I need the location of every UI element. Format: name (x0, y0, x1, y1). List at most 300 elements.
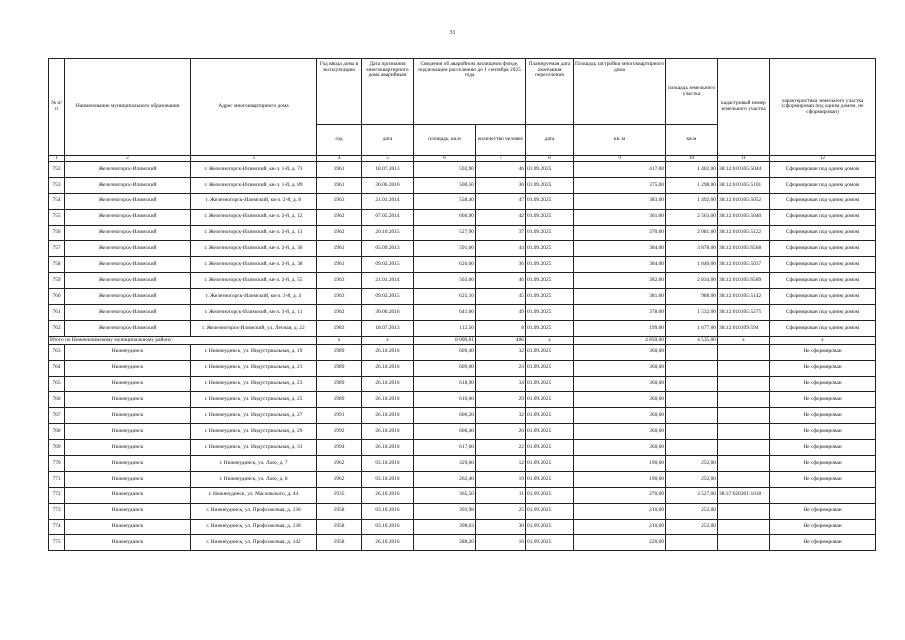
area: 527,90 (414, 225, 476, 241)
cadastral-number: 38:12:010105:6589 (718, 273, 770, 289)
municipality-name: Железногорск-Илимский (65, 193, 191, 209)
land-characteristic: Сформирован под одним домом (770, 289, 876, 305)
header-year: Год ввода дома в эксплуатацию (317, 59, 362, 125)
municipality-name: Железногорск-Илимский (65, 162, 191, 178)
table-row (49, 273, 876, 289)
column-number: 11 (718, 156, 770, 162)
municipality-name: Нижнеудинск (65, 376, 191, 392)
cadastral-number: 38:12:010105:5037 (718, 257, 770, 273)
year-built: 1963 (317, 273, 362, 289)
year-built: 1962 (317, 225, 362, 241)
built-area: 210,00 (574, 519, 666, 535)
people-count: 42 (476, 209, 526, 225)
year-built: 1958 (317, 535, 362, 551)
municipality-name: Нижнеудинск (65, 456, 191, 472)
land-area: 1 402,00 (666, 162, 718, 178)
cadastral-number (718, 519, 770, 535)
land-characteristic: Сформирован под одним домом (770, 177, 876, 193)
area: 625,10 (414, 289, 476, 305)
built-area: 360,00 (574, 392, 666, 408)
total-label: Итого по Нижнеилимскому муниципальному району (49, 336, 317, 344)
planned-date: 01.09.2025 (526, 440, 574, 456)
land-characteristic: Сформирован под одним домом (770, 193, 876, 209)
table-row (49, 225, 876, 241)
land-characteristic: Сформирован под одним домом (770, 225, 876, 241)
land-area: 252,00 (666, 471, 718, 487)
people-count: 49 (476, 305, 526, 321)
municipality-name: Нижнеудинск (65, 503, 191, 519)
table-row (49, 456, 876, 472)
municipality-name: Железногорск-Илимский (65, 257, 191, 273)
cadastral-number (718, 344, 770, 360)
total-land: 4 535,00 (666, 336, 718, 344)
municipality-name: Нижнеудинск (65, 424, 191, 440)
total-date: x (362, 336, 414, 344)
planned-date: 01.09.2025 (526, 535, 574, 551)
emergency-date: 26.10.2016 (362, 408, 414, 424)
land-characteristic: Сформирован под одним домом (770, 273, 876, 289)
land-characteristic: Сформирован под одним домом (770, 162, 876, 178)
address: г. Железногорск-Илимский, кв-л. 2-й, д. 36 (191, 241, 317, 257)
row-number: 761 (49, 305, 65, 321)
total-plan: x (526, 336, 574, 344)
built-area: 370,00 (574, 225, 666, 241)
land-area: 252,00 (666, 519, 718, 535)
row-number: 775 (49, 535, 65, 551)
year-built: 1961 (317, 257, 362, 273)
planned-date: 01.09.2025 (526, 487, 574, 503)
built-area: 360,00 (574, 360, 666, 376)
built-area: 361,00 (574, 209, 666, 225)
municipality-name: Нижнеудинск (65, 440, 191, 456)
land-area (666, 392, 718, 408)
area: 641,60 (414, 305, 476, 321)
planned-date: 01.09.2025 (526, 241, 574, 257)
municipality-name: Нижнеудинск (65, 471, 191, 487)
land-characteristic: Не сформирован (770, 471, 876, 487)
area: 591,60 (414, 241, 476, 257)
land-characteristic: Не сформирован (770, 519, 876, 535)
people-count: 34 (476, 376, 526, 392)
cadastral-number (718, 503, 770, 519)
emergency-date: 21.01.2014 (362, 273, 414, 289)
year-built: 1935 (317, 487, 362, 503)
area: 558,40 (414, 193, 476, 209)
table-row (49, 209, 876, 225)
cadastral-number: 38:12:010105:5142 (718, 289, 770, 305)
area: 398,63 (414, 519, 476, 535)
cadastral-number: 38:12:010105:5052 (718, 193, 770, 209)
people-count: 16 (476, 535, 526, 551)
address: г. Железногорск-Илимский, кв-л. 2-й, д. 8 (191, 193, 317, 209)
total-row (49, 336, 876, 344)
column-number: 1 (49, 156, 65, 162)
area: 112,50 (414, 320, 476, 336)
table-row (49, 162, 876, 178)
land-area (666, 424, 718, 440)
subheader-date2: дата (526, 125, 574, 156)
municipality-name: Железногорск-Илимский (65, 177, 191, 193)
total-char: x (770, 336, 876, 344)
land-area (666, 440, 718, 456)
municipality-name: Железногорск-Илимский (65, 225, 191, 241)
land-characteristic: Не сформирован (770, 376, 876, 392)
row-number: 752 (49, 162, 65, 178)
cadastral-number: 38:12:010105:5040 (718, 209, 770, 225)
built-area: 199,00 (574, 320, 666, 336)
municipality-name: Железногорск-Илимский (65, 305, 191, 321)
people-count: 46 (476, 273, 526, 289)
year-built: 1992 (317, 424, 362, 440)
area: 329,60 (414, 456, 476, 472)
emergency-date: 03.10.2016 (362, 471, 414, 487)
address: г. Нижнеудинск, ул. Индустриальная, д. 27 (191, 408, 317, 424)
subheader-area: площадь, кв.м (414, 125, 476, 156)
table-row (49, 193, 876, 209)
area: 365,50 (414, 487, 476, 503)
emergency-date: 03.10.2016 (362, 519, 414, 535)
address: г. Железногорск-Илимский, кв-л. 2-й, д. 38 (191, 257, 317, 273)
table-row (49, 519, 876, 535)
planned-date: 01.09.2025 (526, 392, 574, 408)
row-number: 769 (49, 440, 65, 456)
municipality-name: Нижнеудинск (65, 360, 191, 376)
row-number: 772 (49, 487, 65, 503)
built-area: 382,00 (574, 273, 666, 289)
people-count: 23 (476, 360, 526, 376)
header-num: № п/п (49, 59, 65, 156)
table-row (49, 535, 876, 551)
address: г. Нижнеудинск, ул. Индустриальная, д. 31 (191, 440, 317, 456)
header-fund-info: Сведения об аварийном жилищном фонде, подлежащем расселению до 1 сентября 2025 года (414, 59, 526, 125)
area: 262,40 (414, 471, 476, 487)
year-built: 1961 (317, 162, 362, 178)
row-number: 765 (49, 376, 65, 392)
planned-date: 01.09.2025 (526, 360, 574, 376)
emergency-date: 03.10.2016 (362, 503, 414, 519)
year-built: 1962 (317, 471, 362, 487)
header-cadastral: кадастровый номер земельного участка (718, 59, 770, 156)
header-emergency: Дата признания многоквартирного дома аварийным (362, 59, 414, 125)
table-row (49, 305, 876, 321)
emergency-date: 26.10.2016 (362, 360, 414, 376)
table-row (49, 177, 876, 193)
built-area: 360,00 (574, 408, 666, 424)
cadastral-number: 38:12:010105:5044 (718, 162, 770, 178)
cadastral-number (718, 360, 770, 376)
area: 609,40 (414, 344, 476, 360)
column-number: 2 (65, 156, 191, 162)
planned-date: 01.09.2025 (526, 162, 574, 178)
table-row (49, 440, 876, 456)
year-built: 1989 (317, 344, 362, 360)
land-area (666, 344, 718, 360)
built-area: 378,00 (574, 305, 666, 321)
table-row (49, 320, 876, 336)
area: 288,20 (414, 535, 476, 551)
land-area: 252,00 (666, 503, 718, 519)
column-number: 8 (526, 156, 574, 162)
built-area: 375,00 (574, 177, 666, 193)
table-row (49, 408, 876, 424)
cadastral-number (718, 376, 770, 392)
land-characteristic: Сформирован под одним домом (770, 241, 876, 257)
municipality-name: Железногорск-Илимский (65, 241, 191, 257)
emergency-date: 18.07.2013 (362, 320, 414, 336)
municipality-name: Нижнеудинск (65, 487, 191, 503)
address: г. Нижнеудинск, ул. Индустриальная, д. 19 (191, 344, 317, 360)
land-area: 3 527,00 (666, 487, 718, 503)
people-count: 36 (476, 257, 526, 273)
address: г. Нижнеудинск, ул. Индустриальная, д. 29 (191, 424, 317, 440)
table-row (49, 344, 876, 360)
table-row (49, 360, 876, 376)
emergency-date: 09.02.2015 (362, 257, 414, 273)
column-number: 7 (476, 156, 526, 162)
cadastral-number: 38:12:010105:5122 (718, 225, 770, 241)
housing-register-table (48, 58, 876, 551)
column-number: 10 (666, 156, 718, 162)
land-area: 988,00 (666, 289, 718, 305)
people-count: 29 (476, 392, 526, 408)
address: г. Нижнеудинск, ул. Лазо, д. 7 (191, 456, 317, 472)
year-built: 1962 (317, 305, 362, 321)
emergency-date: 26.10.2016 (362, 392, 414, 408)
address: г. Нижнеудинск, ул. Масловского, д. 44 (191, 487, 317, 503)
column-number: 9 (574, 156, 666, 162)
people-count: 32 (476, 344, 526, 360)
area: 609,00 (414, 360, 476, 376)
row-number: 774 (49, 519, 65, 535)
row-number: 754 (49, 193, 65, 209)
planned-date: 01.09.2025 (526, 289, 574, 305)
land-area: 3 878,00 (666, 241, 718, 257)
people-count: 8 (476, 320, 526, 336)
area: 626,60 (414, 257, 476, 273)
planned-date: 01.09.2025 (526, 408, 574, 424)
emergency-date: 26.10.2016 (362, 376, 414, 392)
emergency-date: 26.10.2016 (362, 344, 414, 360)
planned-date: 01.09.2025 (526, 257, 574, 273)
year-built: 1962 (317, 456, 362, 472)
emergency-date: 07.05.2014 (362, 209, 414, 225)
subheader-kvm2: кв.м (666, 125, 718, 156)
cadastral-number (718, 392, 770, 408)
address: г. Железногорск-Илимский, кв-л. 3-й, д. 11 (191, 305, 317, 321)
built-area: 384,00 (574, 241, 666, 257)
built-area: 360,00 (574, 440, 666, 456)
land-characteristic (770, 487, 876, 503)
land-area: 252,00 (666, 456, 718, 472)
people-count: 19 (476, 471, 526, 487)
planned-date: 01.09.2025 (526, 519, 574, 535)
municipality-name: Нижнеудинск (65, 344, 191, 360)
planned-date: 01.09.2025 (526, 424, 574, 440)
cadastral-number (718, 456, 770, 472)
municipality-name: Нижнеудинск (65, 408, 191, 424)
planned-date: 01.09.2025 (526, 503, 574, 519)
planned-date: 01.09.2025 (526, 209, 574, 225)
planned-date: 01.09.2025 (526, 305, 574, 321)
header-name: Наименование муниципального образования (65, 59, 191, 156)
total-year: x (317, 336, 362, 344)
cadastral-number (718, 408, 770, 424)
cadastral-number (718, 424, 770, 440)
emergency-date: 21.01.2014 (362, 193, 414, 209)
people-count: 12 (476, 456, 526, 472)
land-area: 2 563,00 (666, 209, 718, 225)
people-count: 22 (476, 440, 526, 456)
area: 563,00 (414, 273, 476, 289)
row-number: 771 (49, 471, 65, 487)
people-count: 47 (476, 193, 526, 209)
built-area: 384,00 (574, 257, 666, 273)
total-cad: x (718, 336, 770, 344)
emergency-date: 30.06.2016 (362, 177, 414, 193)
row-number: 773 (49, 503, 65, 519)
built-area: 383,00 (574, 193, 666, 209)
emergency-date: 26.10.2016 (362, 424, 414, 440)
emergency-date: 03.10.2016 (362, 456, 414, 472)
year-built: 1961 (317, 241, 362, 257)
planned-date: 01.09.2025 (526, 225, 574, 241)
planned-date: 01.09.2025 (526, 193, 574, 209)
area: 606,20 (414, 408, 476, 424)
year-built: 1989 (317, 392, 362, 408)
planned-date: 01.09.2025 (526, 320, 574, 336)
area: 610,00 (414, 392, 476, 408)
cadastral-number (718, 440, 770, 456)
area: 660,90 (414, 209, 476, 225)
emergency-date: 26.10.2016 (362, 440, 414, 456)
header-land-char: характеристика земельного участка (сформирован под одним домом, не сформирован) (770, 59, 876, 156)
area: 393,98 (414, 503, 476, 519)
row-number: 758 (49, 257, 65, 273)
column-number: 3 (191, 156, 317, 162)
people-count: 32 (476, 408, 526, 424)
built-area: 190,00 (574, 456, 666, 472)
land-characteristic: Не сформирован (770, 408, 876, 424)
land-characteristic: Не сформирован (770, 535, 876, 551)
subheader-year: год (317, 125, 362, 156)
land-characteristic: Не сформирован (770, 360, 876, 376)
address: г. Железногорск-Илимский, кв-л. 2-й, д. 13 (191, 225, 317, 241)
area: 618,90 (414, 376, 476, 392)
row-number: 766 (49, 392, 65, 408)
subheader-kvm: кв. м (574, 125, 666, 156)
land-area (666, 360, 718, 376)
people-count: 37 (476, 225, 526, 241)
row-number: 753 (49, 177, 65, 193)
area: 617,60 (414, 440, 476, 456)
row-number: 757 (49, 241, 65, 257)
land-area: 1 677,00 (666, 320, 718, 336)
people-count: 25 (476, 503, 526, 519)
row-number: 764 (49, 360, 65, 376)
table-row (49, 392, 876, 408)
address: г. Нижнеудинск, ул. Индустриальная, д. 23 (191, 376, 317, 392)
land-area (666, 535, 718, 551)
address: г. Нижнеудинск, ул. Индустриальная, д. 25 (191, 392, 317, 408)
row-number: 759 (49, 273, 65, 289)
year-built: 1961 (317, 177, 362, 193)
people-count: 45 (476, 289, 526, 305)
table-row (49, 471, 876, 487)
table-row (49, 257, 876, 273)
row-number: 767 (49, 408, 65, 424)
emergency-date: 18.07.2013 (362, 162, 414, 178)
planned-date: 01.09.2025 (526, 273, 574, 289)
address: г. Нижнеудинск, ул. Профсоюзная, д. 142 (191, 535, 317, 551)
cadastral-number: 38:12:010105:5275 (718, 305, 770, 321)
address: г. Нижнеудинск, ул. Лазо, д. 8 (191, 471, 317, 487)
land-area: 1 298,00 (666, 177, 718, 193)
land-characteristic: Не сформирован (770, 456, 876, 472)
cadastral-number: 38:12:010105:6568 (718, 241, 770, 257)
land-area (666, 376, 718, 392)
land-characteristic: Не сформирован (770, 503, 876, 519)
built-area: 220,00 (574, 535, 666, 551)
cadastral-number: 38:37:020301:1018 (718, 487, 770, 503)
built-area: 210,00 (574, 503, 666, 519)
year-built: 1994 (317, 440, 362, 456)
year-built: 1983 (317, 320, 362, 336)
municipality-name: Нижнеудинск (65, 535, 191, 551)
table-row (49, 503, 876, 519)
municipality-name: Железногорск-Илимский (65, 273, 191, 289)
column-number: 12 (770, 156, 876, 162)
planned-date: 01.09.2025 (526, 456, 574, 472)
page-number: 31 (449, 30, 456, 36)
cadastral-number: 38:12:010109:594 (718, 320, 770, 336)
address: г. Железногорск-Илимский, кв-л. 3-й, д. 4 (191, 289, 317, 305)
land-characteristic: Сформирован под одним домом (770, 209, 876, 225)
land-characteristic: Не сформирован (770, 424, 876, 440)
subheader-date: дата (362, 125, 414, 156)
row-number: 768 (49, 424, 65, 440)
table-row (49, 241, 876, 257)
year-built: 1958 (317, 519, 362, 535)
people-count: 44 (476, 241, 526, 257)
emergency-date: 05.09.2013 (362, 241, 414, 257)
land-area: 1 532,00 (666, 305, 718, 321)
municipality-name: Железногорск-Илимский (65, 320, 191, 336)
header-address: Адрес многоквартирного дома (191, 59, 317, 156)
row-number: 760 (49, 289, 65, 305)
total-area: 8 009,61 (414, 336, 476, 344)
municipality-name: Нижнеудинск (65, 392, 191, 408)
people-count: 46 (476, 162, 526, 178)
column-number: 6 (414, 156, 476, 162)
land-characteristic: Сформирован под одним домом (770, 305, 876, 321)
table-row (49, 376, 876, 392)
land-characteristic: Сформирован под одним домом (770, 320, 876, 336)
built-area: 417,00 (574, 162, 666, 178)
row-number: 755 (49, 209, 65, 225)
cadastral-number: 38:12:010105:5101 (718, 177, 770, 193)
emergency-date: 20.10.2015 (362, 225, 414, 241)
planned-date: 01.09.2025 (526, 177, 574, 193)
total-people: 406 (476, 336, 526, 344)
land-characteristic: Не сформирован (770, 392, 876, 408)
address: г. Железногорск-Илимский, кв-л. 2-й, д. 12 (191, 209, 317, 225)
column-number: 5 (362, 156, 414, 162)
address: г. Нижнеудинск, ул. Профсоюзная, д. 136 (191, 503, 317, 519)
people-count: 30 (476, 519, 526, 535)
built-area: 190,00 (574, 471, 666, 487)
year-built: 1958 (317, 503, 362, 519)
emergency-date: 30.06.2016 (362, 305, 414, 321)
